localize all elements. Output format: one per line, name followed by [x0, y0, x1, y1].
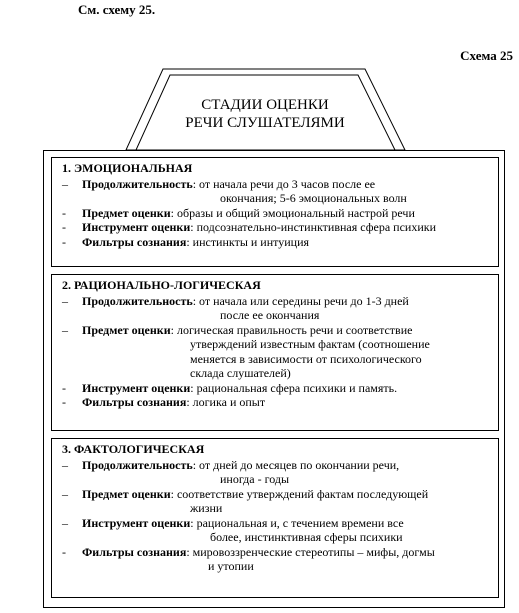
- bullet-dash: –: [62, 515, 68, 530]
- bullet-dash: –: [62, 322, 68, 337]
- row-body: [82, 220, 492, 235]
- bullet-dash: -: [62, 234, 66, 249]
- stage-attribute-row: [62, 458, 492, 487]
- row-body: [82, 458, 492, 487]
- attribute-value-continuation: меняется в зависимости от психологического: [190, 351, 422, 366]
- bullet-dash: -: [62, 380, 66, 395]
- attribute-label: Предмет оценки: [82, 205, 171, 220]
- attribute-value: : соответствие утверждений фактам последующей: [170, 486, 429, 501]
- attribute-label: Инструмент оценки: [82, 515, 191, 530]
- attribute-value: : от дней до месяцев по окончании речи,: [192, 457, 400, 472]
- stage-attribute-row: [62, 294, 492, 323]
- row-first-line: [82, 220, 492, 235]
- attribute-label: Предмет оценки: [82, 486, 171, 501]
- row-first-line: [82, 458, 492, 473]
- stage-attribute-row: [62, 323, 492, 381]
- attribute-value: : мировоззренческие стереотипы – мифы, догмы: [186, 544, 435, 559]
- stage-heading: 3. ФАКТОЛОГИЧЕСКАЯ: [62, 442, 205, 456]
- attribute-label: Продолжительность: [82, 457, 193, 472]
- attribute-value-continuation: после ее окончания: [220, 308, 320, 322]
- row-body: [82, 323, 492, 381]
- attribute-label: Фильтры сознания: [82, 544, 187, 559]
- attribute-value-continuation: иногда - годы: [220, 472, 290, 486]
- stage-heading: 1. ЭМОЦИОНАЛЬНАЯ: [62, 161, 193, 175]
- attribute-value: : образы и общий эмоциональный настрой речи: [170, 205, 415, 220]
- bullet-dash: -: [62, 395, 66, 409]
- stage-heading: 2. РАЦИОНАЛЬНО-ЛОГИЧЕСКАЯ: [62, 278, 261, 292]
- row-first-line: [82, 294, 492, 309]
- row-first-line: [82, 235, 492, 250]
- stage-attribute-row: [62, 395, 492, 410]
- row-first-line: [82, 381, 492, 396]
- attribute-value: : инстинкты и интуиция: [186, 234, 310, 249]
- attribute-label: Инструмент оценки: [82, 220, 191, 234]
- row-first-line: [82, 177, 492, 192]
- stage-attribute-row: [62, 381, 492, 396]
- stage-attribute-row: [62, 487, 492, 516]
- row-body: [82, 395, 492, 410]
- stage-attribute-row: [62, 235, 492, 250]
- stage-box-factological: [51, 438, 499, 598]
- attribute-value: : подсознательно-инстинктивная сфера психики: [190, 220, 437, 234]
- attribute-label: Предмет оценки: [82, 322, 171, 337]
- scheme-number-label: Схема 25: [460, 48, 513, 63]
- diagram-title-line-2: РЕЧИ СЛУШАТЕЛЯМИ: [185, 115, 345, 131]
- attribute-value: : логика и опыт: [186, 395, 266, 409]
- stage-attribute-row: [62, 206, 492, 221]
- stage-attribute-row: [62, 545, 492, 574]
- bullet-dash: -: [62, 220, 66, 234]
- bullet-dash: –: [62, 486, 68, 501]
- stage-attribute-row: [62, 220, 492, 235]
- row-first-line: [82, 323, 492, 338]
- bullet-dash: -: [62, 544, 66, 559]
- attribute-label: Фильтры сознания: [82, 395, 187, 409]
- row-body: [82, 206, 492, 221]
- diagram-title-line-1: СТАДИИ ОЦЕНКИ: [201, 97, 329, 113]
- row-body: [82, 516, 492, 545]
- row-body: [82, 294, 492, 323]
- row-body: [82, 235, 492, 250]
- row-body: [82, 545, 492, 574]
- stage-attribute-row: [62, 177, 492, 206]
- row-body: [82, 177, 492, 206]
- bullet-dash: –: [62, 293, 68, 308]
- bullet-dash: –: [62, 457, 68, 472]
- row-body: [82, 381, 492, 396]
- attribute-value-continuation: утверждений известным фактам (соотношение: [190, 337, 430, 351]
- bullet-dash: –: [62, 176, 68, 191]
- attribute-value-continuation: склада слушателей): [190, 366, 291, 380]
- attribute-label: Продолжительность: [82, 293, 193, 308]
- attribute-value-continuation: и утопии: [208, 559, 254, 573]
- attribute-value: : рациональная сфера психики и память.: [190, 380, 398, 395]
- stage-box-rational-logical: [51, 274, 499, 431]
- attribute-label: Фильтры сознания: [82, 234, 187, 249]
- row-first-line: [82, 516, 492, 531]
- attribute-label: Инструмент оценки: [82, 380, 191, 395]
- row-first-line: [82, 395, 492, 410]
- attribute-value: : от начала или середины речи до 1-3 дней: [192, 293, 409, 308]
- attribute-value-continuation: более, инстинктивная сферы психики: [210, 530, 403, 544]
- stage-box-emotional: [51, 157, 499, 267]
- row-first-line: [82, 206, 492, 221]
- see-scheme-reference: См. схему 25.: [78, 2, 156, 17]
- bullet-dash: -: [62, 205, 66, 220]
- attribute-value-continuation: жизни: [190, 501, 223, 515]
- diagram-title: [150, 96, 380, 132]
- attribute-value: : от начала речи до 3 часов после ее: [192, 176, 376, 191]
- stage-attribute-row: [62, 516, 492, 545]
- attribute-value-continuation: окончания; 5-6 эмоциональных волн: [220, 191, 407, 205]
- row-first-line: [82, 545, 492, 560]
- attribute-label: Продолжительность: [82, 176, 193, 191]
- row-first-line: [82, 487, 492, 502]
- attribute-value: : рациональная и, с течением времени все: [190, 515, 404, 530]
- row-body: [82, 487, 492, 516]
- attribute-value: : логическая правильность речи и соответствие: [170, 322, 413, 337]
